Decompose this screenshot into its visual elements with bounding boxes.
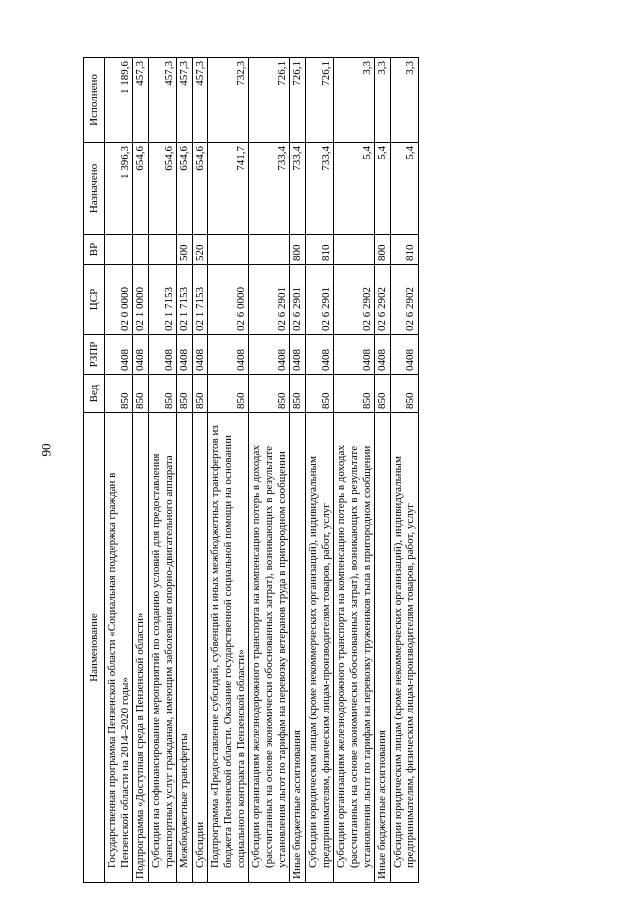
row-executed: 3,3 [334,58,375,143]
row-assigned: 733,4 [305,143,333,235]
row-executed: 457,3 [177,58,193,143]
row-assigned: 654,6 [133,143,149,235]
row-name: Субсидии на софинансирование мероприятий по созданию условий для предоставления транспортных услуг гражданам, имеющим заболевания опорно-двигательного аппарата [148,413,176,883]
header-name: Наименование [84,413,105,883]
row-rzpr: 0408 [334,335,375,375]
table-row [305,58,333,883]
row-ved: 850 [133,375,149,413]
row-csr: 02 6 2901 [290,265,306,335]
row-csr: 02 0 0000 [105,265,133,335]
row-name: Субсидии юридическим лицам (кроме некоммерческих организаций), индивидуальным предпринимателям, физическим лицам-производителям товаров, работ, услуг [390,413,418,883]
header-vr: ВР [84,235,105,265]
row-ved: 850 [177,375,193,413]
row-csr: 02 1 7153 [177,265,193,335]
row-csr: 02 1 0000 [133,265,149,335]
row-executed: 726,1 [305,58,333,143]
row-executed: 457,3 [148,58,176,143]
row-rzpr: 0408 [133,335,149,375]
row-assigned: 5,4 [390,143,418,235]
row-ved: 850 [192,375,208,413]
row-executed: 3,3 [375,58,391,143]
row-rzpr: 0408 [177,335,193,375]
row-vr: 800 [375,235,391,265]
table-row [148,58,176,883]
row-name: Подпрограмма «Предоставление субсидий, субвенций и иных межбюджетных трансфертов из бюджета Пензенской области. Оказание государственной социальной помощи на основании социального контракта в Пензенской области» [208,413,249,883]
table-row [177,58,193,883]
row-vr [133,235,149,265]
row-name: Межбюджетные трансферты [177,413,193,883]
row-executed: 457,3 [192,58,208,143]
row-assigned: 654,6 [148,143,176,235]
row-rzpr: 0408 [192,335,208,375]
row-vr [148,235,176,265]
table-row [208,58,249,883]
row-rzpr: 0408 [148,335,176,375]
table-row [375,58,391,883]
row-assigned: 5,4 [334,143,375,235]
header-ved: Вед [84,375,105,413]
rotated-table-container [83,58,558,883]
row-assigned: 654,6 [192,143,208,235]
budget-table [83,57,419,883]
row-ved: 850 [105,375,133,413]
row-csr: 02 6 2901 [249,265,290,335]
row-csr: 02 6 2901 [305,265,333,335]
row-ved: 850 [390,375,418,413]
header-executed: Исполнено [84,58,105,143]
row-name: Субсидии [192,413,208,883]
row-executed: 732,3 [208,58,249,143]
row-assigned: 741,7 [208,143,249,235]
row-ved: 850 [375,375,391,413]
row-vr: 500 [177,235,193,265]
row-name: Подпрограмма «Доступная среда в Пензенской области» [133,413,149,883]
row-rzpr: 0408 [305,335,333,375]
row-csr: 02 6 0000 [208,265,249,335]
header-assigned: Назначено [84,143,105,235]
row-csr: 02 1 7153 [148,265,176,335]
row-ved: 850 [334,375,375,413]
row-vr [105,235,133,265]
table-row [105,58,133,883]
row-executed: 726,1 [290,58,306,143]
row-vr [334,235,375,265]
row-csr: 02 6 2902 [334,265,375,335]
header-rzpr: РЗПР [84,335,105,375]
row-assigned: 5,4 [375,143,391,235]
row-name: Иные бюджетные ассигнования [290,413,306,883]
row-csr: 02 6 2902 [390,265,418,335]
row-vr: 520 [192,235,208,265]
row-executed: 726,1 [249,58,290,143]
row-assigned: 733,4 [249,143,290,235]
row-rzpr: 0408 [105,335,133,375]
table-row [133,58,149,883]
row-rzpr: 0408 [390,335,418,375]
row-executed: 1 189,6 [105,58,133,143]
row-assigned: 733,4 [290,143,306,235]
row-rzpr: 0408 [208,335,249,375]
row-ved: 850 [208,375,249,413]
row-rzpr: 0408 [249,335,290,375]
row-rzpr: 0408 [290,335,306,375]
table-row [192,58,208,883]
row-ved: 850 [290,375,306,413]
row-ved: 850 [148,375,176,413]
row-name: Иные бюджетные ассигнования [375,413,391,883]
row-csr: 02 6 2902 [375,265,391,335]
row-ved: 850 [249,375,290,413]
row-rzpr: 0408 [375,335,391,375]
row-vr [208,235,249,265]
row-name: Субсидии организациям железнодорожного транспорта на компенсацию потерь в доходах (рассчитанных на основе экономически обоснованных затрат), возникающих в результате установления льгот по тарифам на перевозку ветеранов труда в пригородном сообщении [249,413,290,883]
table-header-row [84,58,105,883]
row-name: Субсидии юридическим лицам (кроме некоммерческих организаций), индивидуальным предпринимателям, физическим лицам-производителям товаров, работ, услуг [305,413,333,883]
table-row [249,58,290,883]
row-assigned: 1 396,3 [105,143,133,235]
page-number: 90 [38,443,54,457]
row-name: Государственная программа Пензенской области «Социальная поддержка граждан в Пензенской области на 2014–2020 годы» [105,413,133,883]
row-vr [249,235,290,265]
row-csr: 02 1 7153 [192,265,208,335]
row-name: Субсидии организациям железнодорожного транспорта на компенсацию потерь в доходах (рассчитанных на основе экономически обоснованных затрат), возникающих в результате установления льгот по тарифам на перевозку тружеников тыла в пригородном сообщении [334,413,375,883]
row-ved: 850 [305,375,333,413]
row-executed: 3,3 [390,58,418,143]
table-row [290,58,306,883]
table-row [334,58,375,883]
table-row [390,58,418,883]
row-vr: 810 [390,235,418,265]
row-executed: 457,3 [133,58,149,143]
row-vr: 810 [305,235,333,265]
row-vr: 800 [290,235,306,265]
row-assigned: 654,6 [177,143,193,235]
header-csr: ЦСР [84,265,105,335]
